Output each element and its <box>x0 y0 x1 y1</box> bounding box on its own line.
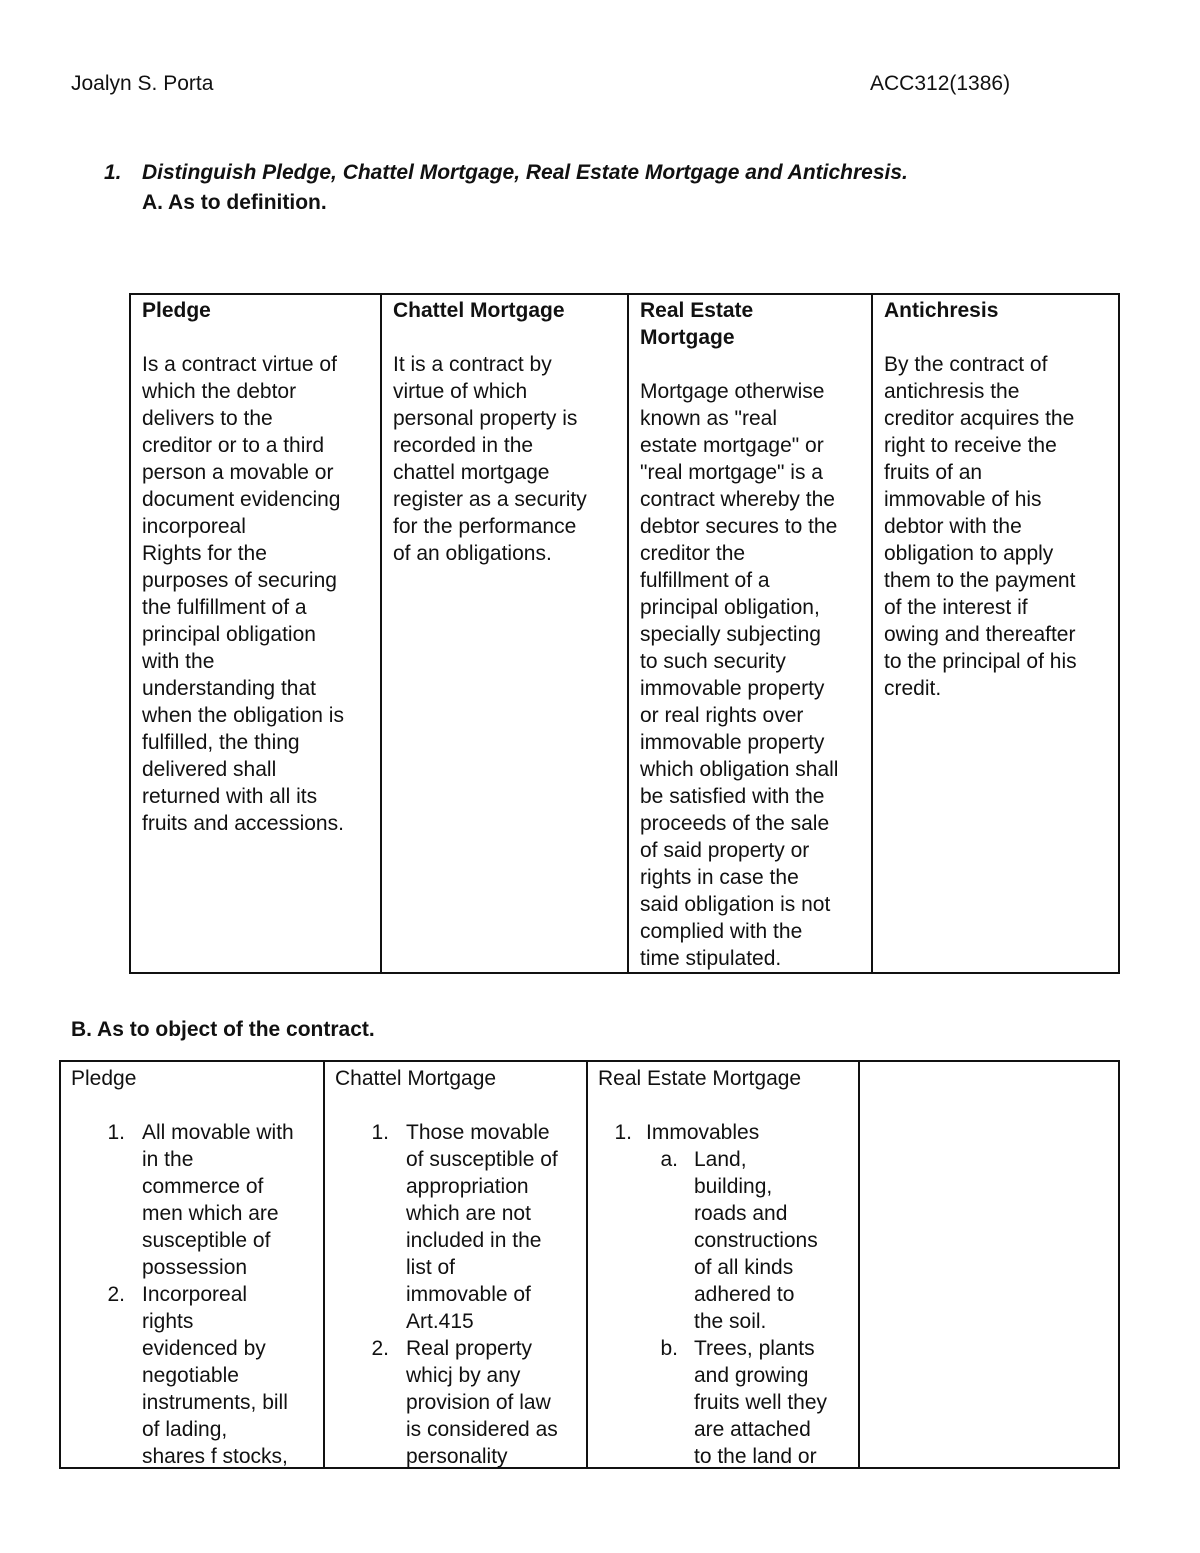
text-line: Incorporeal <box>142 1283 248 1306</box>
column-heading: Pledge <box>71 1067 137 1090</box>
column-heading: Real Estate Mortgage <box>598 1067 802 1090</box>
text-line: or real rights over <box>640 704 804 727</box>
text-line: By the contract of <box>884 353 1048 376</box>
list-number: 1. <box>107 1121 125 1144</box>
text-line: Trees, plants <box>694 1337 815 1360</box>
text-line: contract whereby the <box>640 488 835 511</box>
real-estate-definition-text <box>640 378 861 972</box>
text-line: susceptible of <box>142 1229 271 1252</box>
chattel-definition-text <box>393 351 617 567</box>
text-line: returned with all its <box>142 785 318 808</box>
text-line: evidenced by <box>142 1337 266 1360</box>
text-line: antichresis the <box>884 380 1020 403</box>
question-heading <box>104 161 908 185</box>
text-line: building, <box>694 1175 773 1198</box>
table-row <box>130 294 1119 973</box>
text-line: fulfillment of a <box>640 569 770 592</box>
text-line: for the performance <box>393 515 577 538</box>
sublist-item <box>598 1146 850 1335</box>
list-item-text <box>678 1146 818 1335</box>
pledge-definition-text <box>142 351 370 837</box>
author-name: Joalyn S. Porta <box>71 72 214 95</box>
text-line: immovable property <box>640 677 825 700</box>
column-heading: Chattel Mortgage <box>393 299 565 322</box>
text-line: estate mortgage" or <box>640 434 824 457</box>
sublist-item <box>598 1335 850 1467</box>
text-line: All movable with <box>142 1121 294 1144</box>
text-line: adhered to <box>694 1283 795 1306</box>
list-item-text <box>389 1335 558 1467</box>
real-estate-object-cell <box>587 1061 859 1468</box>
text-line: to the land or <box>694 1445 817 1467</box>
text-line: said obligation is not <box>640 893 831 916</box>
text-line: creditor or to a third <box>142 434 325 457</box>
text-line: rights in case the <box>640 866 799 889</box>
text-line: fruits of an <box>884 461 983 484</box>
text-line: immovable property <box>640 731 825 754</box>
course-code: ACC312(1386) <box>870 72 1011 95</box>
text-line: of an obligations. <box>393 542 552 565</box>
real-estate-definition-cell <box>628 294 872 973</box>
text-line: personal property is <box>393 407 578 430</box>
list-item-text <box>125 1281 288 1467</box>
text-line: commerce of <box>142 1175 264 1198</box>
text-line: roads and <box>694 1202 788 1225</box>
text-line: purposes of securing <box>142 569 337 592</box>
text-line: possession <box>142 1256 248 1279</box>
text-line: of said property or <box>640 839 810 862</box>
text-line: register as a security <box>393 488 587 511</box>
chattel-definition-cell <box>381 294 628 973</box>
list-number: 1. <box>371 1121 389 1144</box>
sublist-letter: a. <box>660 1148 678 1171</box>
text-line: known as "real <box>640 407 778 430</box>
text-line: understanding that <box>142 677 316 700</box>
pledge-object-list <box>71 1119 315 1467</box>
text-line: Land, <box>694 1148 747 1171</box>
text-line: principal obligation <box>142 623 316 646</box>
chattel-object-list <box>335 1119 578 1467</box>
text-line: of susceptible of <box>406 1148 558 1171</box>
sublist-letter: b. <box>660 1337 678 1360</box>
section-b-heading: B. As to object of the contract. <box>71 1018 375 1041</box>
text-line: immovable of his <box>884 488 1042 511</box>
text-line: principal obligation, <box>640 596 820 619</box>
text-line: of all kinds <box>694 1256 794 1279</box>
text-line: whicj by any <box>406 1364 521 1387</box>
text-line: be satisfied with the <box>640 785 825 808</box>
pledge-object-cell <box>60 1061 324 1468</box>
text-line: fruits well they <box>694 1391 828 1414</box>
text-line: of the interest if <box>884 596 1028 619</box>
text-line: is considered as <box>406 1418 558 1441</box>
column-heading: Pledge <box>142 299 211 322</box>
text-line: which the debtor <box>142 380 297 403</box>
text-line: obligation to apply <box>884 542 1054 565</box>
column-heading: Mortgage <box>640 326 735 349</box>
text-line: document evidencing <box>142 488 341 511</box>
text-line: shares f stocks, <box>142 1445 288 1467</box>
list-item-text <box>678 1335 827 1467</box>
text-line: incorporeal <box>142 515 246 538</box>
list-item-text <box>389 1119 558 1335</box>
text-line: recorded in the <box>393 434 534 457</box>
pledge-definition-cell <box>130 294 381 973</box>
text-line: constructions <box>694 1229 818 1252</box>
text-line: which obligation shall <box>640 758 839 781</box>
text-line: creditor acquires the <box>884 407 1075 430</box>
text-line: delivered shall <box>142 758 277 781</box>
list-item-text <box>125 1119 294 1281</box>
list-number: 2. <box>107 1283 125 1306</box>
text-line: provision of law <box>406 1391 551 1414</box>
empty-cell <box>859 1061 1119 1468</box>
list-item <box>71 1119 315 1281</box>
text-line: time stipulated. <box>640 947 782 970</box>
text-line: to the principal of his <box>884 650 1077 673</box>
text-line: virtue of which <box>393 380 528 403</box>
text-line: Is a contract virtue of <box>142 353 337 376</box>
list-number: 1. <box>614 1121 632 1144</box>
real-estate-sublist <box>598 1146 850 1467</box>
text-line: them to the payment <box>884 569 1076 592</box>
text-line: person a movable or <box>142 461 334 484</box>
text-line: the soil. <box>694 1310 767 1333</box>
text-line: Mortgage otherwise <box>640 380 825 403</box>
text-line: appropriation <box>406 1175 529 1198</box>
list-item <box>71 1281 315 1467</box>
text-line: list of <box>406 1256 456 1279</box>
text-line: which are not <box>406 1202 531 1225</box>
text-line: men which are <box>142 1202 279 1225</box>
text-line: rights <box>142 1310 194 1333</box>
antichresis-definition-cell <box>872 294 1119 973</box>
column-heading: Antichresis <box>884 299 999 322</box>
text-line: specially subjecting <box>640 623 821 646</box>
list-item-text: Immovables <box>646 1121 760 1144</box>
list-number: 2. <box>371 1337 389 1360</box>
text-line: Art.415 <box>406 1310 474 1333</box>
antichresis-definition-text <box>884 351 1108 702</box>
text-line: personality <box>406 1445 508 1467</box>
text-line: of lading, <box>142 1418 228 1441</box>
text-line: Those movable <box>406 1121 550 1144</box>
question-text: Distinguish Pledge, Chattel Mortgage, Real Estate Mortgage and Antichresis. <box>142 161 908 184</box>
text-line: chattel mortgage <box>393 461 550 484</box>
text-line: debtor secures to the <box>640 515 838 538</box>
text-line: "real mortgage" is a <box>640 461 823 484</box>
text-line: are attached <box>694 1418 811 1441</box>
text-line: proceeds of the sale <box>640 812 830 835</box>
text-line: creditor the <box>640 542 746 565</box>
text-line: to such security <box>640 650 786 673</box>
text-line: fulfilled, the thing <box>142 731 300 754</box>
text-line: when the obligation is <box>142 704 344 727</box>
text-line: and growing <box>694 1364 809 1387</box>
text-line: owing and thereafter <box>884 623 1076 646</box>
question-number: 1. <box>104 161 122 184</box>
column-heading: Chattel Mortgage <box>335 1067 497 1090</box>
text-line: with the <box>142 650 215 673</box>
text-line: Rights for the <box>142 542 267 565</box>
table-row <box>60 1061 1119 1468</box>
text-line: debtor with the <box>884 515 1022 538</box>
text-line: Real property <box>406 1337 533 1360</box>
text-line: the fulfillment of a <box>142 596 307 619</box>
text-line: It is a contract by <box>393 353 552 376</box>
text-line: fruits and accessions. <box>142 812 344 835</box>
text-line: immovable of <box>406 1283 531 1306</box>
text-line: negotiable <box>142 1364 239 1387</box>
list-item <box>335 1335 578 1467</box>
text-line: right to receive the <box>884 434 1057 457</box>
list-item <box>598 1119 850 1146</box>
list-item <box>335 1119 578 1335</box>
definition-table <box>129 293 1120 974</box>
text-line: in the <box>142 1148 194 1171</box>
text-line: delivers to the <box>142 407 273 430</box>
text-line: included in the <box>406 1229 542 1252</box>
text-line: complied with the <box>640 920 803 943</box>
object-table <box>59 1060 1120 1469</box>
column-heading: Real Estate <box>640 299 754 322</box>
text-line: instruments, bill <box>142 1391 288 1414</box>
text-line: credit. <box>884 677 942 700</box>
chattel-object-cell <box>324 1061 587 1468</box>
section-a-heading: A. As to definition. <box>142 191 327 214</box>
